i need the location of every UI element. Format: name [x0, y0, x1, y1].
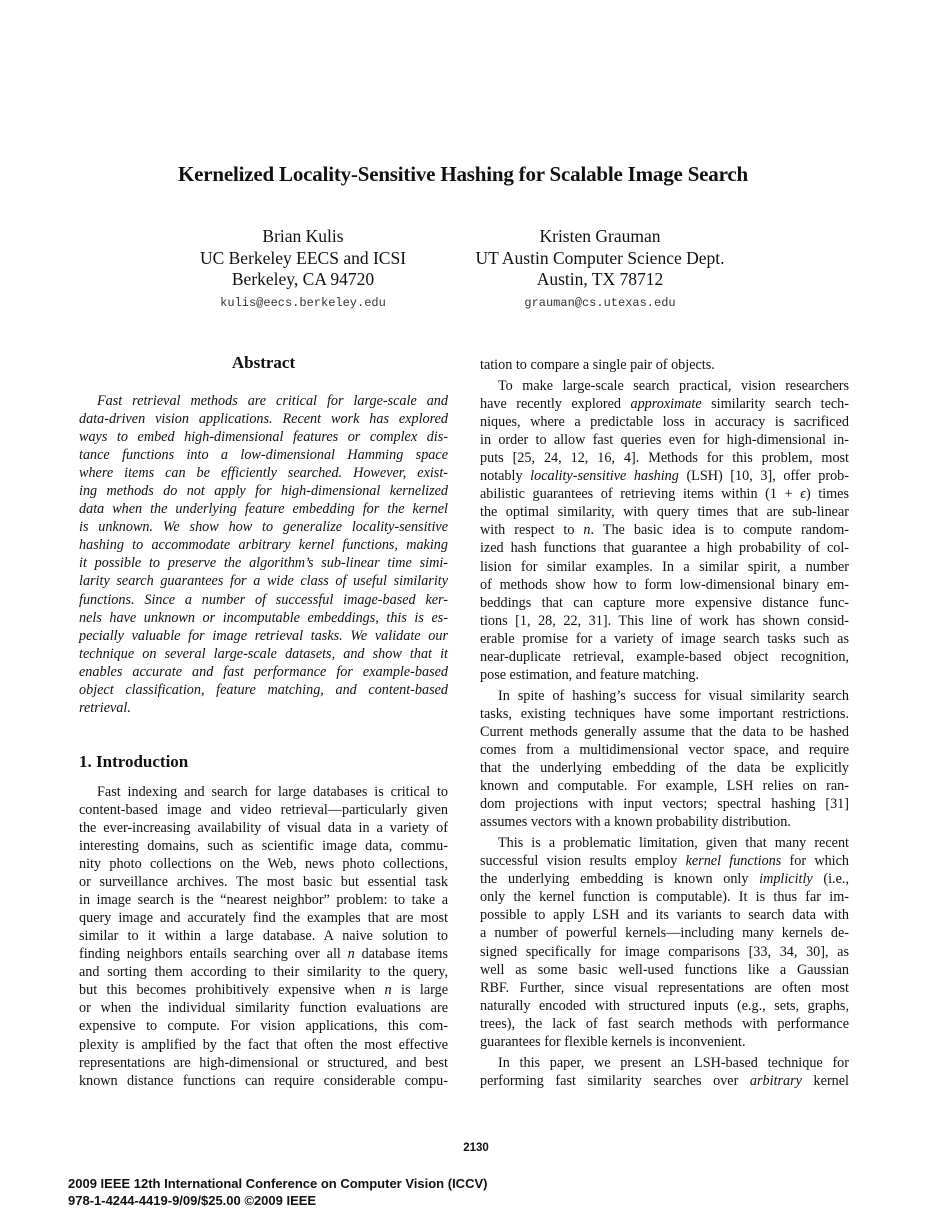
page-number: 2130	[463, 1142, 489, 1154]
text-line: lision for similar examples. In a similar spirit, a number	[480, 558, 849, 575]
text-line: object classification, feature matching, and content-based	[79, 681, 448, 698]
text-line: retrieval.	[79, 699, 131, 716]
text-line: pose estimation, and feature matching.	[480, 666, 700, 683]
text-line: a number of powerful kernels—including many kernels de-	[480, 925, 849, 942]
text-line: hashing to accommodate arbitrary kernel functions, making	[79, 537, 448, 554]
text-line: technique on several large-scale datasets, and show that it	[79, 645, 448, 662]
text-line: it possible to preserve the algorithm’s sub-linear time simi-	[79, 555, 448, 572]
author-email[interactable]: grauman@cs.utexas.edu	[524, 295, 676, 310]
text-line: Fast retrieval methods are critical for large-scale and	[97, 393, 448, 409]
text-line: is unknown. We show how to generalize locality-sensitive	[79, 519, 448, 536]
paper-title: Kernelized Locality-Sensitive Hashing for Scalable Image Search	[178, 162, 748, 186]
text-line: tation to compare a single pair of objects.	[480, 357, 715, 373]
text-line: or when the individual similarity function evaluations are	[79, 1000, 448, 1017]
text-line: guarantees for flexible kernels is inconvenient.	[480, 1033, 746, 1050]
text-line: representations are high-dimensional or structured, and best	[79, 1054, 448, 1071]
text-line: have recently explored approximate similarity search tech-	[480, 396, 850, 413]
text-line: To make large-scale search practical, vision researchers	[498, 378, 849, 395]
text-line: and sorting them according to their similarity to the query,	[79, 964, 448, 981]
text-line: where items can be efficiently searched. However, exist-	[79, 465, 448, 482]
text-line: puts [25, 24, 12, 16, 4]. Methods for this problem, most	[480, 450, 849, 467]
text-line: signed specifically for image comparisons [33, 34, 30], as	[480, 943, 849, 960]
text-line: abilistic guarantees of retrieving items within (1 + ϵ) times	[480, 486, 850, 503]
text-line: but this becomes prohibitively expensive when n is large	[79, 982, 449, 999]
text-line: in image search is the “nearest neighbor” problem: to take a	[79, 892, 448, 909]
text-line: plexity is amplified by the fact that often the most effective	[79, 1036, 448, 1053]
text-line: the underlying embedding is known only implicitly (i.e.,	[480, 871, 849, 888]
author-name: Brian Kulis	[262, 226, 344, 246]
author-name: Kristen Grauman	[539, 226, 661, 246]
introduction-paragraph	[480, 377, 849, 684]
author-block	[450, 226, 750, 315]
text-line: of methods show how to form low-dimensional binary em-	[480, 576, 849, 593]
introduction-paragraph	[480, 1054, 849, 1090]
author-location: Austin, TX 78712	[536, 269, 664, 289]
introduction-paragraph	[480, 687, 849, 831]
text-line: tions [1, 28, 22, 31]. This line of work has shown consid-	[480, 612, 849, 629]
text-line: performing fast similarity searches over arbitrary kernel	[480, 1072, 849, 1089]
text-line: known distance functions can require considerable compu-	[79, 1072, 448, 1089]
text-line: successful vision results employ kernel functions for which	[480, 853, 850, 870]
text-line: query image and accurately find the examples that are most	[79, 910, 448, 927]
text-line: beddings that can capture more expensive distance func-	[480, 594, 849, 611]
text-line: assumes vectors with a known probability distribution.	[480, 814, 791, 831]
text-line: larity search guarantees for a wide class of useful similarity	[79, 573, 448, 590]
text-line: niques, where a predictable loss in accuracy is sacrificed	[480, 414, 849, 431]
text-line: nity photo collections on the Web, news photo collections,	[79, 856, 448, 873]
text-line: pecially valuable for image retrieval tasks. We validate our	[79, 627, 448, 644]
right-column	[480, 356, 849, 1090]
author-block	[153, 226, 453, 315]
abstract-body	[79, 392, 448, 717]
text-line: finding neighbors entails searching over all n database items	[79, 946, 448, 963]
introduction-paragraph	[79, 783, 448, 1090]
text-line: erable promise for a variety of image search tasks such as	[480, 630, 849, 647]
author-affiliation: UT Austin Computer Science Dept.	[475, 247, 725, 268]
text-line: tance functions into a low-dimensional Hamming space	[79, 447, 448, 464]
text-line: trees), the lack of fast search methods with performance	[480, 1015, 849, 1032]
text-line: the optimal similarity, with query times that are sub-linear	[480, 504, 849, 521]
text-line: ized hash functions that guarantee a high probability of col-	[480, 540, 849, 557]
left-column	[79, 354, 448, 1090]
author-email[interactable]: kulis@eecs.berkeley.edu	[220, 295, 386, 310]
text-line: ing methods do not apply for high-dimensional kernelized	[79, 483, 448, 500]
text-line: expensive to compute. For vision applications, this com-	[79, 1018, 448, 1035]
text-line: the ever-increasing availability of visual data in a variety of	[79, 819, 448, 836]
text-line: functions. Since a number of successful image-based ker-	[79, 591, 448, 608]
footer-copyright: 978-1-4244-4419-9/09/$25.00 ©2009 IEEE	[68, 1193, 317, 1208]
text-line: enables accurate and fast performance for example-based	[79, 663, 448, 680]
author-affiliation: UC Berkeley EECS and ICSI	[199, 247, 407, 268]
text-line: near-duplicate retrieval, example-based object recognition,	[480, 648, 849, 665]
text-line: ways to embed high-dimensional features or complex dis-	[79, 429, 448, 446]
text-line: comes from a multidimensional vector space, and require	[480, 741, 849, 758]
text-line: This is a problematic limitation, given that many recent	[498, 835, 849, 852]
introduction-paragraph	[480, 356, 849, 374]
text-line: or surveillance archives. The most basic but essential task	[79, 874, 448, 891]
text-line: interesting domains, such as scientific image data, commu-	[79, 837, 448, 854]
text-line: possible to apply LSH and its variants to search data with	[480, 907, 849, 924]
text-line: Fast indexing and search for large databases is critical to	[97, 783, 448, 800]
text-line: data-driven vision applications. Recent work has explored	[79, 411, 448, 428]
text-line: only the kernel function is computable). It is thus far im-	[480, 889, 849, 906]
text-line: notably locality-sensitive hashing (LSH) [10, 3], offer prob-	[480, 468, 849, 485]
text-line: data when the underlying feature embedding for the kernel	[79, 501, 448, 518]
abstract-heading: Abstract	[231, 353, 296, 372]
text-line: in order to allow fast queries even for high-dimensional in-	[480, 432, 849, 449]
author-location: Berkeley, CA 94720	[231, 269, 375, 289]
text-line: nels have unknown or incomputable embeddings, this is es-	[79, 609, 448, 626]
text-line: known and computable. For example, LSH relies on ran-	[480, 778, 849, 795]
text-line: RBF. Further, since visual representations are often most	[480, 979, 849, 996]
text-line: naturally encoded with structured inputs (e.g., sets, graphs,	[480, 997, 849, 1014]
text-line: dom projections with input vectors; spectral hashing [31]	[480, 796, 849, 813]
text-line: tasks, existing techniques have some important restrictions.	[480, 705, 849, 722]
text-line: In spite of hashing’s success for visual similarity search	[498, 687, 849, 704]
text-line: with respect to n. The basic idea is to compute random-	[480, 522, 850, 539]
text-line: similar to it within a large database. A naive solution to	[79, 928, 448, 945]
footer	[68, 1175, 487, 1209]
text-line: In this paper, we present an LSH-based technique for	[498, 1054, 849, 1071]
introduction-paragraph	[480, 834, 849, 1051]
text-line: well as some basic well-used functions like a Gaussian	[480, 961, 849, 978]
section-heading-introduction: 1. Introduction	[79, 751, 189, 771]
text-line: that the underlying embedding of the data be explicitly	[480, 760, 849, 777]
text-line: content-based image and video retrieval—particularly given	[79, 801, 448, 818]
footer-conference: 2009 IEEE 12th International Conference on Computer Vision (ICCV)	[68, 1176, 488, 1191]
text-line: Current methods generally assume that the data to be hashed	[480, 723, 849, 740]
